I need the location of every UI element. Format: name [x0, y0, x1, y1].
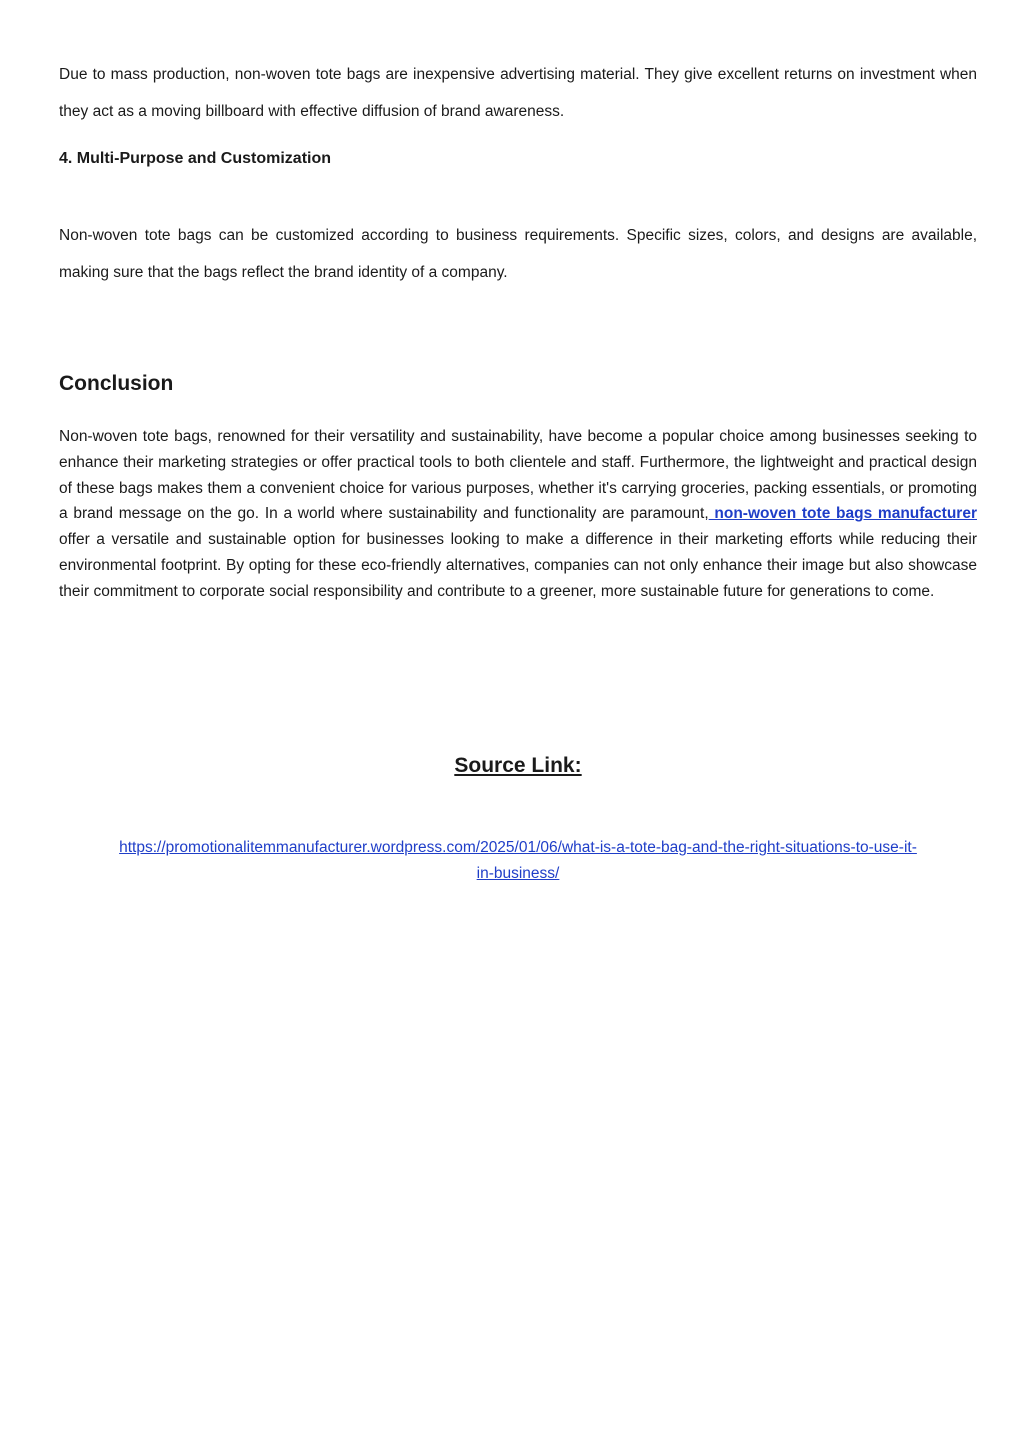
- heading-multi-purpose: 4. Multi-Purpose and Customization: [59, 150, 332, 167]
- conclusion-text-before: Non-woven tote bags, renowned for their versatility and sustainability, have become a popular choice among businesses seeking to enhance their marketing strategies or offer practical tools to both clientele and staff. Furthermore, the lightweight and practical design of these bags makes them a convenient choice for various purposes, whether it's carrying groceries, packing essentials, or promoting a brand message on the go. In a world where sustainability and functionality are paramount,: [59, 428, 977, 523]
- source-link-label: Source Link:: [454, 754, 582, 777]
- paragraph-conclusion: [59, 424, 977, 605]
- heading-conclusion: Conclusion: [59, 372, 174, 395]
- conclusion-text-after: offer a versatile and sustainable option for businesses looking to make a difference in their marketing efforts while reducing their environmental footprint. By opting for these eco-friendly alternatives, companies can not only enhance their image but also showcase their commitment to corporate social responsibility and contribute to a greener, more sustainable future for generations to come.: [59, 531, 977, 600]
- source-url-link[interactable]: https://promotionalitemmanufacturer.wordpress.com/2025/01/06/what-is-a-tote-bag-and-the-right-situations-to-use-it-in-business/: [119, 839, 917, 882]
- manufacturer-link[interactable]: non-woven tote bags manufacturer: [708, 505, 977, 523]
- paragraph-customization: Non-woven tote bags can be customized according to business requirements. Specific sizes, colors, and designs are available, making sure that the bags reflect the brand identity of a company.: [59, 227, 977, 281]
- paragraph-advertising: Due to mass production, non-woven tote bags are inexpensive advertising material. They give excellent returns on investment when they act as a moving billboard with effective diffusion of brand awareness.: [59, 66, 977, 120]
- heading-source-link: [59, 754, 977, 778]
